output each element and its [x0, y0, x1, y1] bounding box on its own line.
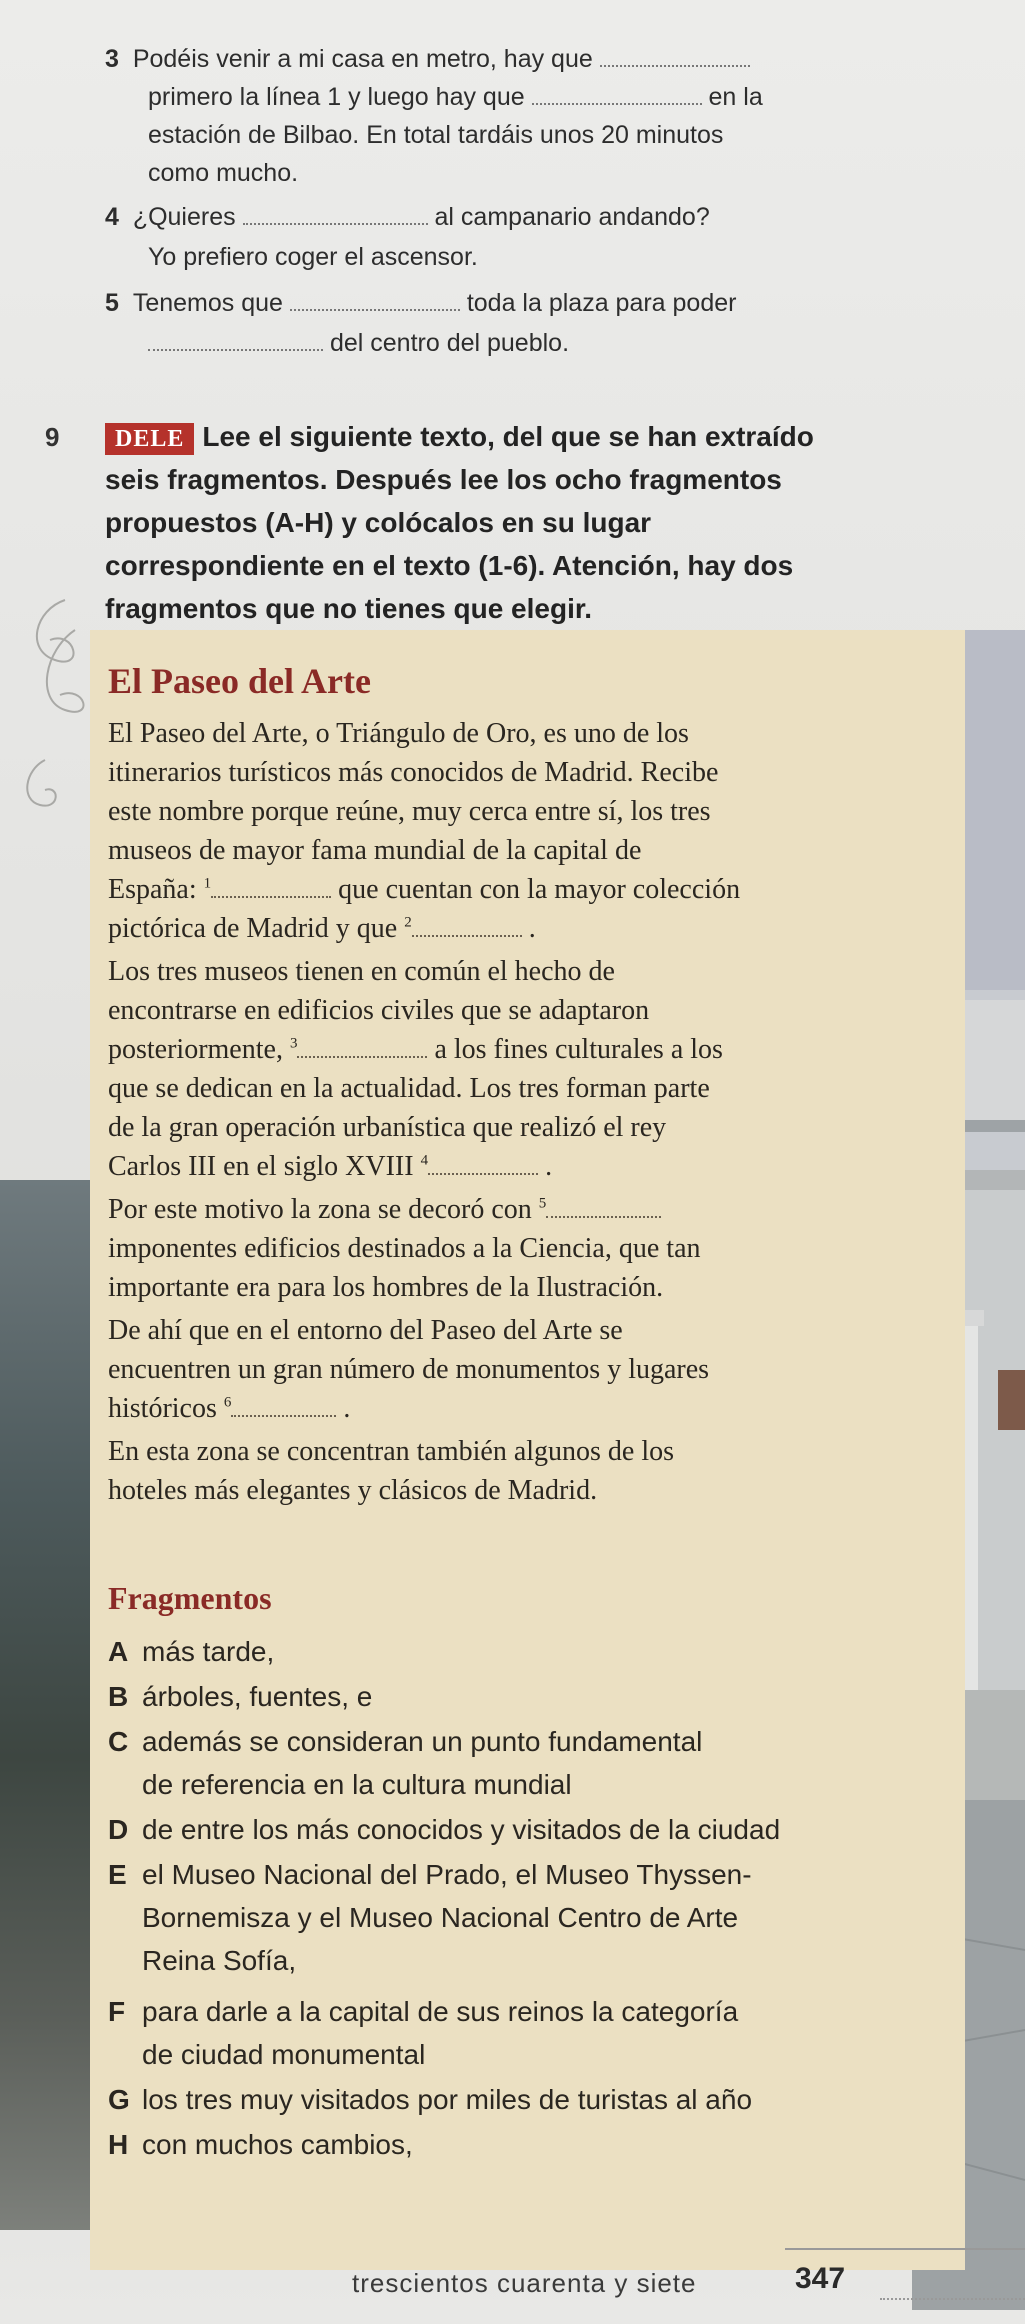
reading-line: Por este motivo la zona se decoró con $^5$ — [108, 1190, 661, 1229]
reading-line: El Paseo del Arte, o Triángulo de Oro, es uno de los — [108, 718, 689, 749]
fragment-g[interactable]: G los tres muy visitados por miles de turistas al año — [108, 2084, 753, 2115]
reading-line: que se dedican en la actualidad. Los tres forman parte — [108, 1073, 710, 1104]
page-number: 347 — [795, 2262, 846, 2295]
fragment-h[interactable]: H con muchos cambios, — [108, 2129, 413, 2160]
reading-line: hoteles más elegantes y clásicos de Madrid. — [108, 1475, 598, 1506]
reading-line: Los tres museos tienen en común el hecho de — [108, 956, 615, 987]
item-3-line-4: como mucho. — [148, 159, 299, 187]
gap-4[interactable] — [428, 1159, 538, 1175]
answer-blank[interactable] — [290, 291, 460, 311]
fragment-f[interactable]: F para darle a la capital de sus reinos la categoría de ciudad monumental — [108, 1996, 739, 2070]
fragment-b[interactable]: B árboles, fuentes, e — [108, 1681, 373, 1712]
item-5-line-1: 5 Tenemos que toda la plaza para poder — [105, 289, 737, 317]
item-number: 5 — [105, 289, 119, 317]
exercise-number: 9 — [45, 422, 60, 452]
reading-line: Carlos III en el siglo XVIII $^4$ . — [108, 1151, 553, 1182]
gap-5[interactable] — [546, 1202, 661, 1218]
item-3-line-1: 3 Podéis venir a mi casa en metro, hay que — [105, 42, 750, 76]
item-number: 3 — [105, 45, 119, 73]
reading-line: España: $^1$ que cuentan con la mayor colección — [108, 874, 741, 905]
item-4-line-1: 4 ¿Quieres al campanario andando? — [105, 203, 710, 231]
reading-line: posteriormente, $^3$ a los fines culturales a los — [108, 1034, 723, 1065]
fragment-a[interactable]: A más tarde, — [108, 1636, 275, 1667]
answer-blank[interactable] — [148, 331, 323, 351]
fragment-e[interactable]: E el Museo Nacional del Prado, el Museo Thyssen- Bornemisza y el Museo Nacional Centro de Arte Reina Sofía, — [108, 1859, 752, 1976]
reading-line: de la gran operación urbanística que realizó el rey — [108, 1112, 667, 1143]
answer-blank[interactable] — [243, 205, 428, 225]
reading-line: encuentren un gran número de monumentos y lugares — [108, 1354, 710, 1385]
reading-line: importante era para los hombres de la Ilustración. — [108, 1272, 664, 1303]
reading-line: En esta zona se concentran también algunos de los — [108, 1436, 675, 1467]
reading-line: encontrarse en edificios civiles que se adaptaron — [108, 995, 650, 1026]
item-5-line-2: del centro del pueblo. — [148, 326, 569, 360]
fragment-d[interactable]: D de entre los más conocidos y visitados de la ciudad — [108, 1814, 781, 1845]
reading-line: museos de mayor fama mundial de la capital de — [108, 835, 642, 866]
page-number-words: trescientos cuarenta y siete — [352, 2268, 697, 2298]
reading-line: pictórica de Madrid y que $^2$ . — [108, 913, 536, 944]
gap-2[interactable] — [412, 921, 522, 937]
footer-dotted-rule — [880, 2298, 1025, 2300]
item-3-line-2: primero la línea 1 y luego hay que en la — [148, 83, 763, 111]
answer-blank[interactable] — [532, 85, 702, 105]
footer-rule — [785, 2248, 1025, 2250]
gap-3[interactable] — [297, 1042, 427, 1058]
dele-badge: DELE — [105, 423, 194, 455]
gap-6[interactable] — [231, 1401, 336, 1417]
answer-blank[interactable] — [600, 47, 750, 67]
item-4-line-2: Yo prefiero coger el ascensor. — [148, 243, 478, 271]
item-number: 4 — [105, 203, 119, 231]
exercise-instruction: DELE Lee el siguiente texto, del que se han extraído seis fragmentos. Después lee los ocho fragmentos propuestos (A-H) y colócalos en su lugar correspondiente en el texto (1-6). Atención, hay dos fragmentos que no tienes que elegir. — [105, 421, 814, 624]
reading-line: itinerarios turísticos más conocidos de Madrid. Recibe — [108, 757, 719, 788]
reading-title: El Paseo del Arte — [108, 661, 371, 701]
reading-line: De ahí que en el entorno del Paseo del Arte se — [108, 1315, 623, 1346]
item-3-line-3: estación de Bilbao. En total tardáis unos 20 minutos — [148, 121, 724, 149]
fragment-c[interactable]: C además se consideran un punto fundamental de referencia en la cultura mundial — [108, 1726, 703, 1800]
reading-line: históricos $^6$ . — [108, 1393, 351, 1424]
gap-1[interactable] — [211, 882, 331, 898]
reading-line: imponentes edificios destinados a la Ciencia, que tan — [108, 1233, 701, 1264]
fragments-title: Fragmentos — [108, 1580, 272, 1616]
reading-line: este nombre porque reúne, muy cerca entre sí, los tres — [108, 796, 711, 827]
